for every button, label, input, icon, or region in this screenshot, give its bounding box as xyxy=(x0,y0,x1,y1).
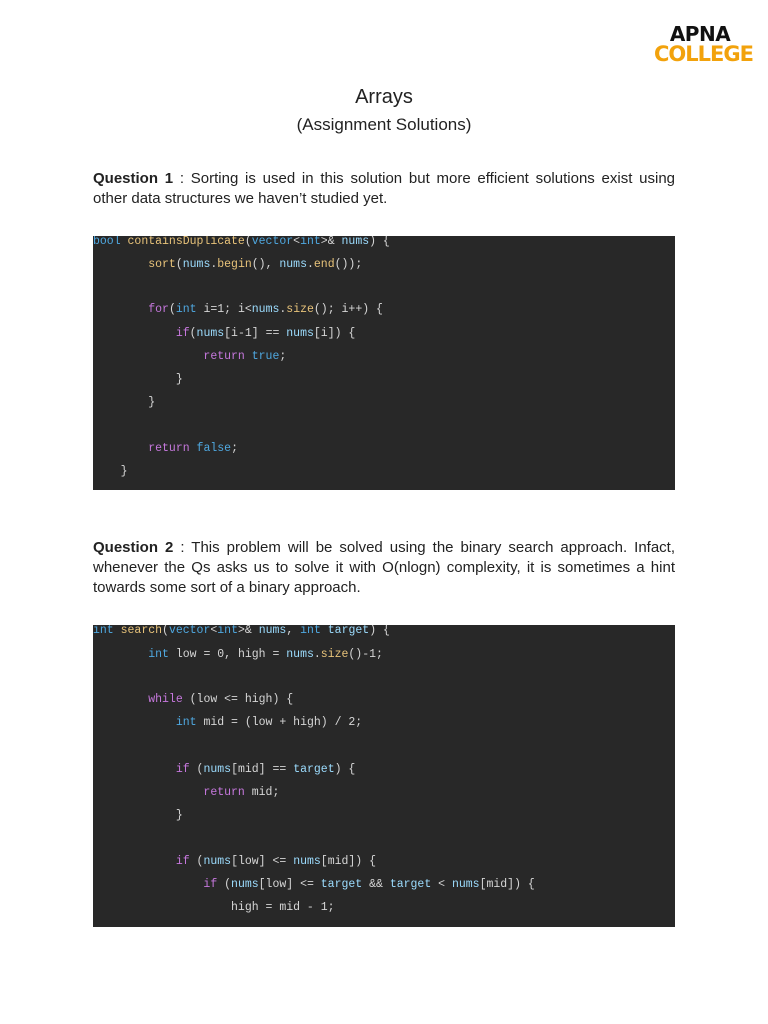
question-2-text: : This problem will be solved using the binary search approach. Infact, whenever the Qs asks us to solve it with O(nlogn) complexity, it is sometimes a hint towards some sort of a binary approach. xyxy=(93,539,676,596)
code-line: int mid = (low + high) / 2; xyxy=(175,716,363,729)
question-1-label: Question 1 xyxy=(93,170,174,187)
code-line: if (nums[low] <= nums[mid]) { xyxy=(175,855,377,868)
page-title: Arrays xyxy=(355,86,413,108)
code-line: } xyxy=(93,809,183,822)
code-line: bool containsDuplicate(vector<int>& nums) { xyxy=(93,236,390,248)
logo-line-2: COLLEGE xyxy=(654,42,753,66)
code-line: } xyxy=(93,373,183,386)
code-line: for(int i=1; i<nums.size(); i++) { xyxy=(148,303,383,316)
question-1 xyxy=(93,169,675,209)
apna-college-logo xyxy=(654,22,753,66)
code-line: } xyxy=(93,465,128,478)
code-line: return true; xyxy=(203,350,287,363)
code-line: int search(vector<int>& nums, int target) { xyxy=(93,625,390,637)
code-line: int low = 0, high = nums.size()-1; xyxy=(148,648,383,661)
code-line: if (nums[mid] == target) { xyxy=(175,763,356,776)
question-2-label: Question 2 xyxy=(93,539,174,556)
code-line: return false; xyxy=(148,442,238,455)
question-1-text: : Sorting is used in this solution but more efficient solutions exist using other data structures we haven’t studied yet. xyxy=(93,170,676,207)
code-line: if (nums[low] <= target && target < nums[mid]) { xyxy=(203,878,535,891)
question-2 xyxy=(93,538,675,598)
code-line: } xyxy=(93,396,156,409)
code-line: sort(nums.begin(), nums.end()); xyxy=(148,258,363,271)
code-block-2 xyxy=(93,625,675,927)
code-line: high = mid - 1; xyxy=(93,901,335,914)
code-line: return mid; xyxy=(203,786,280,799)
code-line: while (low <= high) { xyxy=(148,693,294,706)
code-line: if(nums[i-1] == nums[i]) { xyxy=(175,327,356,340)
page-subtitle: (Assignment Solutions) xyxy=(296,115,472,134)
code-block-1 xyxy=(93,236,675,490)
logo-line-1: APNA xyxy=(669,22,731,46)
